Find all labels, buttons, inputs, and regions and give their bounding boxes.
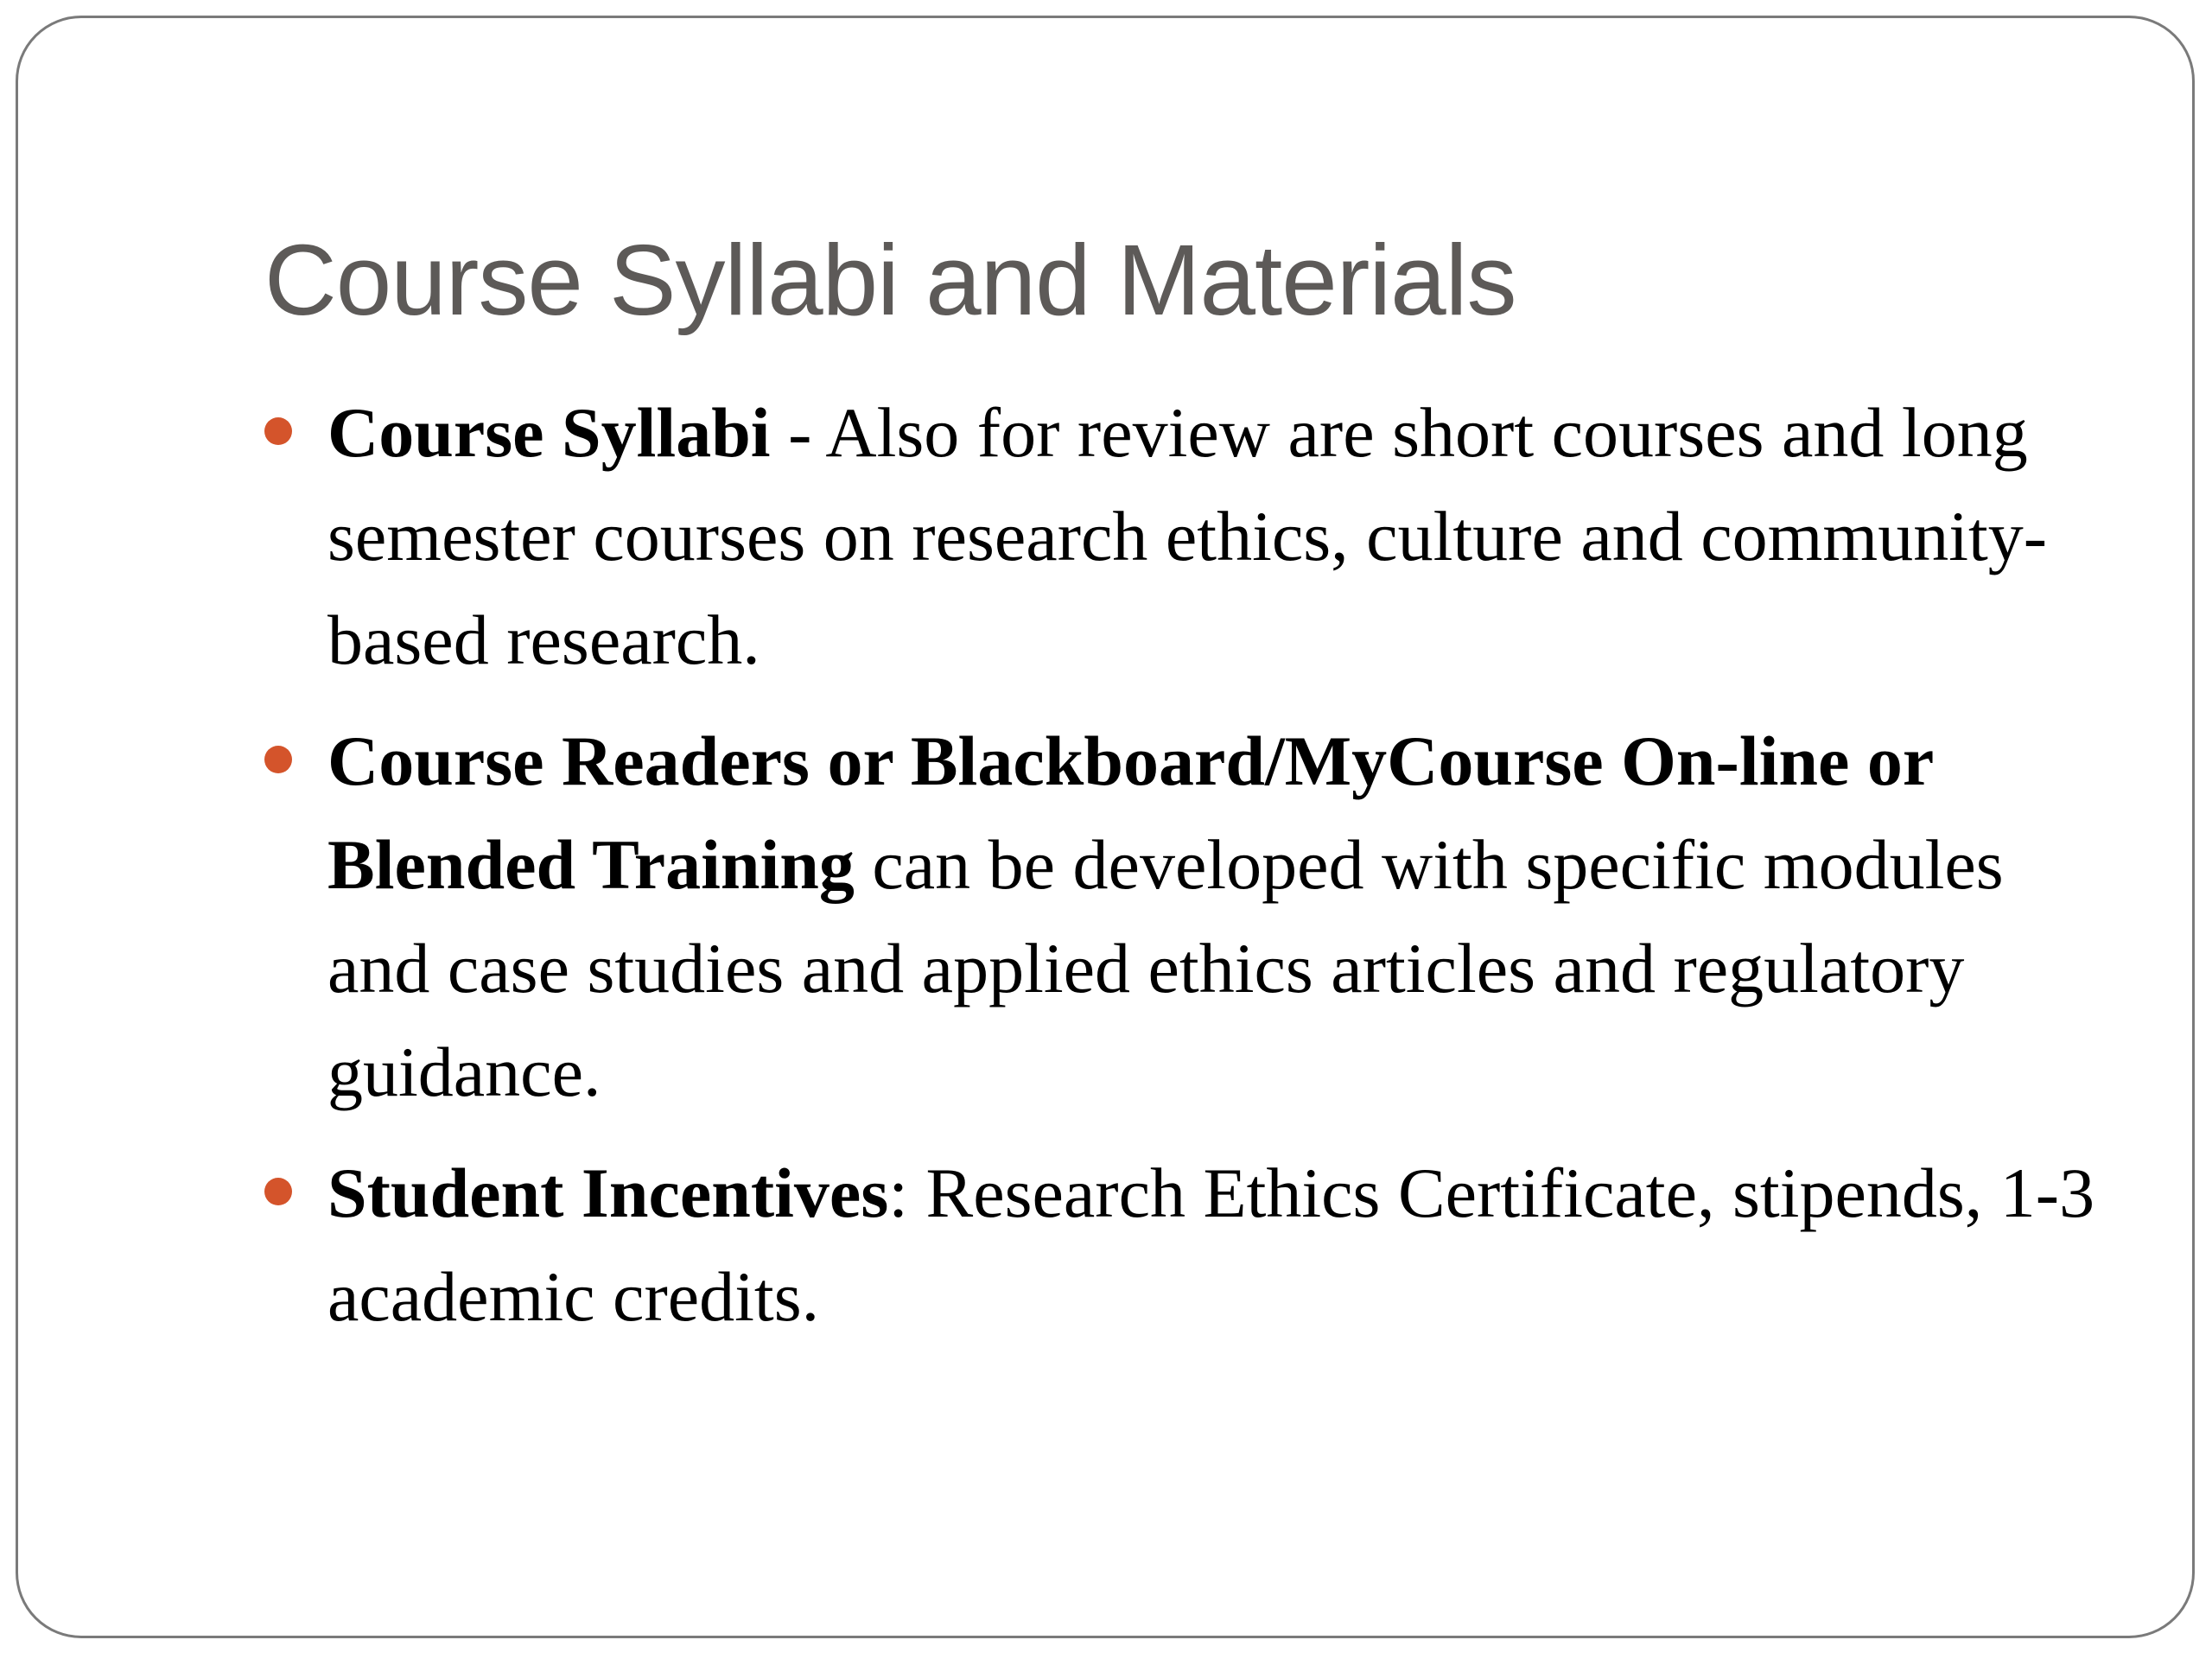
bullet-item-course-syllabi — [327, 381, 2107, 692]
slide-title: Course Syllabi and Materials — [264, 224, 1516, 336]
bullet-item-student-incentives — [327, 1141, 2107, 1349]
bullet-item-course-readers — [327, 709, 2107, 1124]
bullet-term: Student Incentives — [327, 1154, 889, 1232]
bullet-text: - Also for review are short courses and long semester courses on research ethics, culture and community-based research. — [327, 393, 2048, 679]
bullet-text: : Research Ethics Certificate, stipends, 1-3 academic credits. — [327, 1154, 2095, 1336]
bullet-term: Course Readers or Blackboard/MyCourse On-line or Blended Training — [327, 721, 1933, 904]
bullet-dot-icon — [264, 417, 292, 445]
bullet-dot-icon — [264, 1178, 292, 1205]
bullet-term: Course Syllabi — [327, 393, 771, 472]
bullet-text: can be developed with specific modules and case studies and applied ethics articles and regulatory guidance. — [327, 825, 2004, 1111]
bullet-dot-icon — [264, 746, 292, 773]
slide-frame — [16, 16, 2195, 1638]
